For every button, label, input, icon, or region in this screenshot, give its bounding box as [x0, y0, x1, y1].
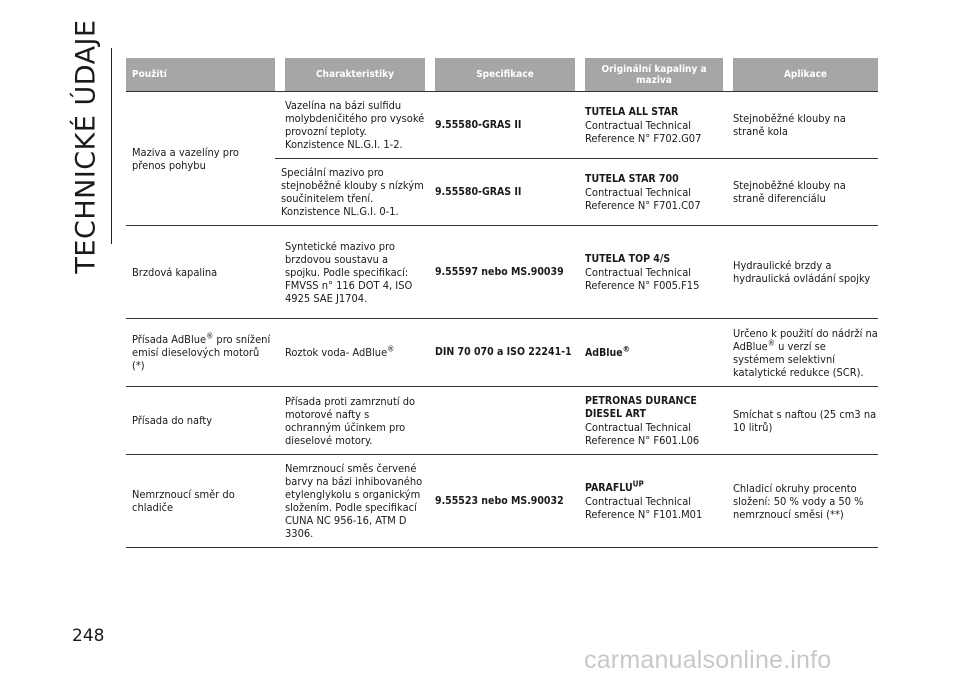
header-characteristics: Charakteristiky: [275, 58, 425, 91]
lubricants-table: [126, 58, 878, 548]
cell-use: Maziva a vazelíny pro přenos pohybu: [126, 91, 275, 226]
cell-fluid: [575, 159, 723, 226]
cell-fluid: [575, 91, 723, 159]
cell-application: Určeno k použití do nádrží na AdBlue® u verzí se systémem selektivní katalytické redukce (SCR).: [723, 319, 878, 387]
cell-use: Přísada do nafty: [126, 387, 275, 455]
cell-fluid: AdBlue®: [575, 319, 723, 387]
cell-application: Stejnoběžné klouby na straně diferenciálu: [723, 159, 878, 226]
cell-characteristics: Přísada proti zamrznutí do motorové nafty s ochranným účinkem pro dieselové motory.: [275, 387, 425, 455]
table-row: [126, 319, 878, 387]
table-row: [126, 387, 878, 455]
cell-fluid: [575, 226, 723, 319]
header-specification: Specifikace: [425, 58, 575, 91]
fluid-name: TUTELA ALL STAR: [585, 105, 679, 118]
fluid-reference: Contractual Technical Reference N° F005.F15: [585, 265, 700, 292]
fluid-reference: Contractual Technical Reference N° F101.M01: [585, 495, 703, 521]
cell-use: Brzdová kapalina: [126, 226, 275, 319]
cell-characteristics: Nemrznoucí směs červené barvy na bázi inhibovaného etylenglykolu s organickým složením. Podle specifikací CUNA NC 956-16, ATM D 3306.: [275, 455, 425, 548]
fluid-name: PETRONAS DURANCE DIESEL ART: [585, 394, 697, 420]
fluid-reference: Contractual Technical Reference N° F601.L06: [585, 420, 700, 447]
fluid-name: TUTELA TOP 4/S: [585, 252, 671, 265]
cell-specification: DIN 70 070 a ISO 22241-1: [425, 319, 575, 387]
fluid-reference: Contractual Technical Reference N° F702.G07: [585, 118, 702, 145]
cell-specification: 9.55580-GRAS II: [425, 91, 575, 159]
cell-characteristics: Speciální mazivo pro stejnoběžné klouby s nízkým součinitelem tření. Konzistence NL.G.I. 0-1.: [275, 159, 425, 226]
cell-characteristics: Vazelína na bázi sulfidu molybdeničitého pro vysoké provozní teploty. Konzistence NL.G.I. 1-2.: [275, 91, 425, 159]
cell-use: Přísada AdBlue® pro snížení emisí dieselových motorů (*): [126, 319, 275, 387]
cell-application: Stejnoběžné klouby na straně kola: [723, 91, 878, 159]
cell-fluid: $PARAFLU^{UP}$ Contractual Technical Reference N° F101.M01: [575, 455, 723, 548]
cell-fluid: [575, 387, 723, 455]
header-fluids: Originální kapaliny a maziva: [575, 58, 723, 91]
table-row: [126, 455, 878, 548]
watermark: carmanualsonline.info: [584, 646, 832, 674]
fluid-name: PARAFLU: [585, 482, 633, 494]
header-use: Použití: [126, 58, 275, 91]
header-application: Aplikace: [723, 58, 878, 91]
page-number: 248: [72, 626, 105, 646]
cell-specification: [425, 387, 575, 455]
table-row: [126, 91, 878, 159]
cell-use: Nemrznoucí směr do chladiče: [126, 455, 275, 548]
cell-characteristics: Syntetické mazivo pro brzdovou soustavu a spojku. Podle specifikací: FMVSS n° 116 DOT 4, ISO 4925 SAE J1704.: [275, 226, 425, 319]
cell-application: Chladicí okruhy procento složení: 50 % vody a 50 % nemrznoucí směsi (**): [723, 455, 878, 548]
section-title: TECHNICKÉ ÚDAJE: [70, 18, 102, 274]
table-row: [126, 226, 878, 319]
cell-characteristics: Roztok voda- AdBlue®: [275, 319, 425, 387]
cell-specification: 9.55597 nebo MS.90039: [425, 226, 575, 319]
cell-specification: 9.55580-GRAS II: [425, 159, 575, 226]
table-header-row: [126, 58, 878, 91]
fluid-name: AdBlue: [585, 346, 623, 359]
cell-specification: 9.55523 nebo MS.90032: [425, 455, 575, 548]
fluid-reference: Contractual Technical Reference N° F701.C07: [585, 185, 701, 212]
cell-application: Smíchat s naftou (25 cm3 na 10 litrů): [723, 387, 878, 455]
fluid-name: TUTELA STAR 700: [585, 172, 679, 185]
cell-application: Hydraulické brzdy a hydraulická ovládání spojky: [723, 226, 878, 319]
section-title-rule: [111, 48, 112, 244]
